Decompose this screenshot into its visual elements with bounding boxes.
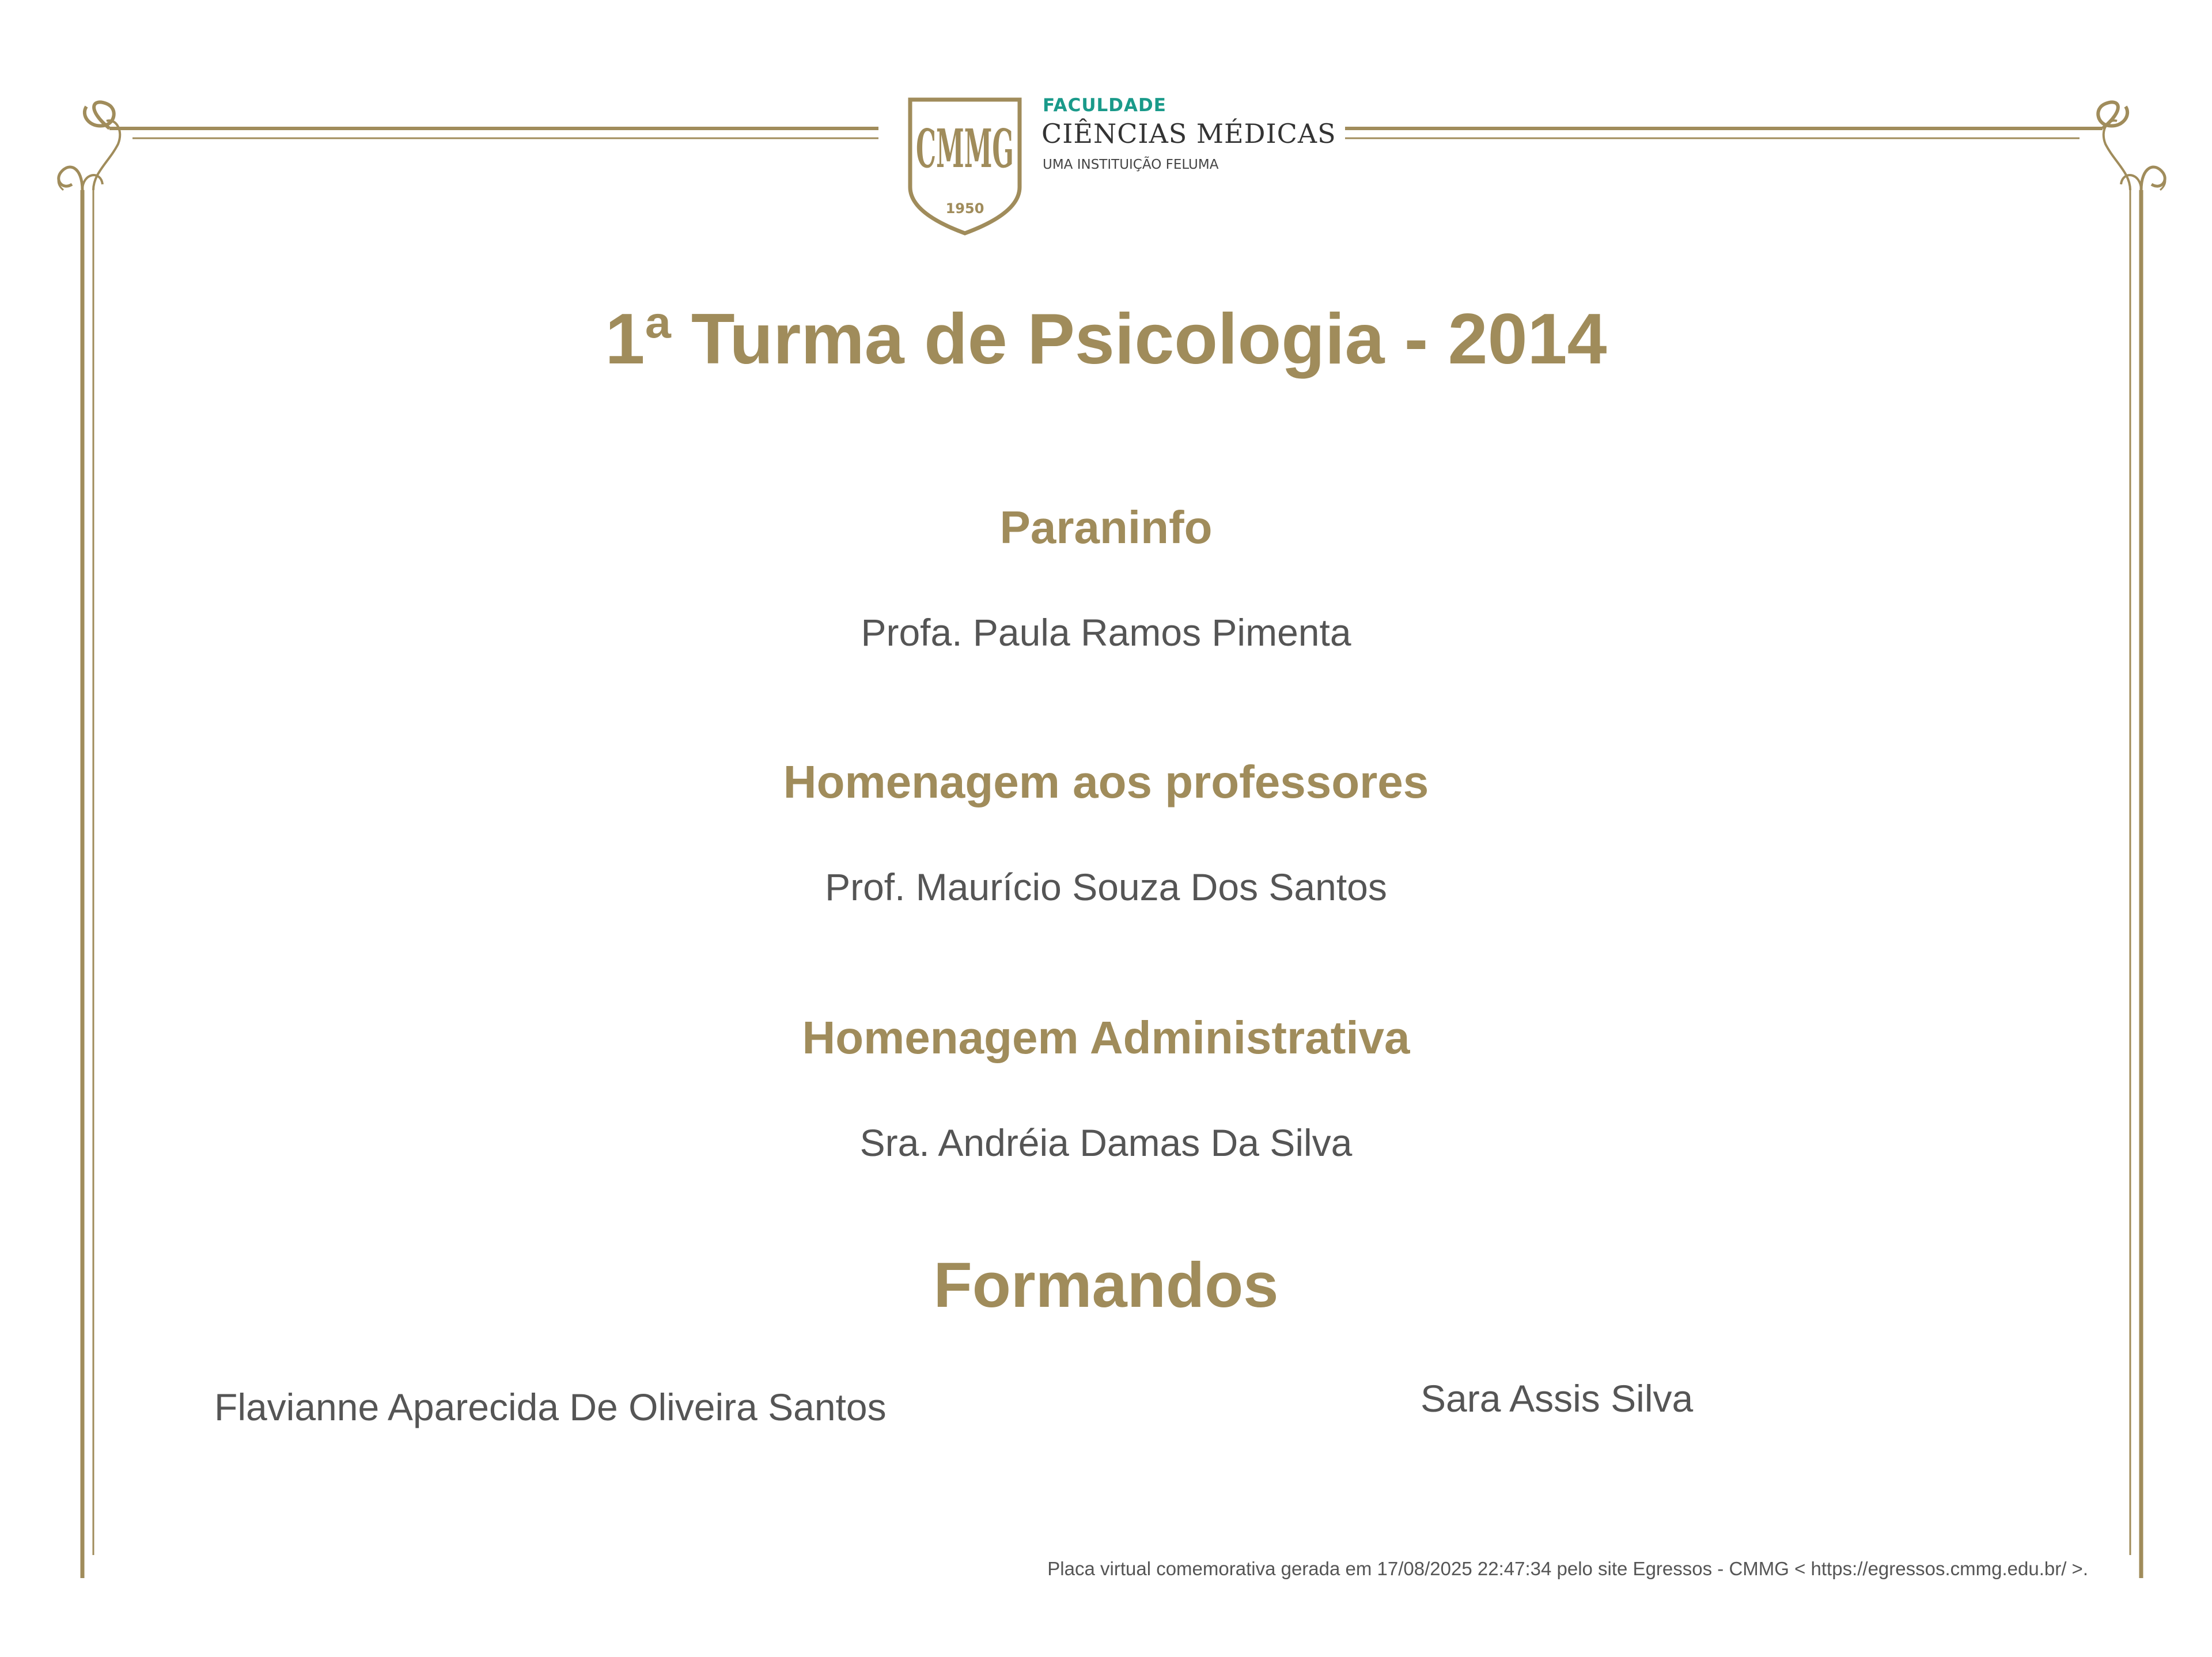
graduates-heading: Formandos <box>933 1250 1279 1321</box>
section-heading-homenagem-administrativa: Homenagem Administrativa <box>802 1012 1410 1063</box>
cmmg-shield-emblem <box>899 95 1031 239</box>
page-title: 1ª Turma de Psicologia - 2014 <box>605 299 1607 379</box>
graduate-name: Sara Assis Silva <box>1421 1377 1694 1420</box>
logo-monogram: CMMG <box>916 117 1014 180</box>
section-name-paraninfo: Profa. Paula Ramos Pimenta <box>861 611 1351 654</box>
footer-note: Placa virtual comemorativa gerada em 17/08/2025 22:47:34 pelo site Egressos - CMMG < https://egressos.cmmg.edu.br/ >. <box>1047 1558 2088 1579</box>
section-name-homenagem-administrativa: Sra. Andréia Damas Da Silva <box>859 1121 1353 1164</box>
graduate-name: Flavianne Aparecida De Oliveira Santos <box>214 1386 887 1428</box>
section-name-homenagem-professores: Prof. Maurício Souza Dos Santos <box>825 866 1387 908</box>
section-heading-homenagem-professores: Homenagem aos professores <box>783 756 1429 807</box>
institution-logo <box>899 95 1336 245</box>
logo-subtitle: UMA INSTITUIÇÃO FELUMA <box>1043 157 1219 172</box>
logo-institution-name: CIÊNCIAS MÉDICAS <box>1041 118 1336 149</box>
logo-year: 1950 <box>945 200 984 217</box>
logo-faculdade-label: FACULDADE <box>1043 95 1166 116</box>
section-heading-paraninfo: Paraninfo <box>999 502 1213 553</box>
